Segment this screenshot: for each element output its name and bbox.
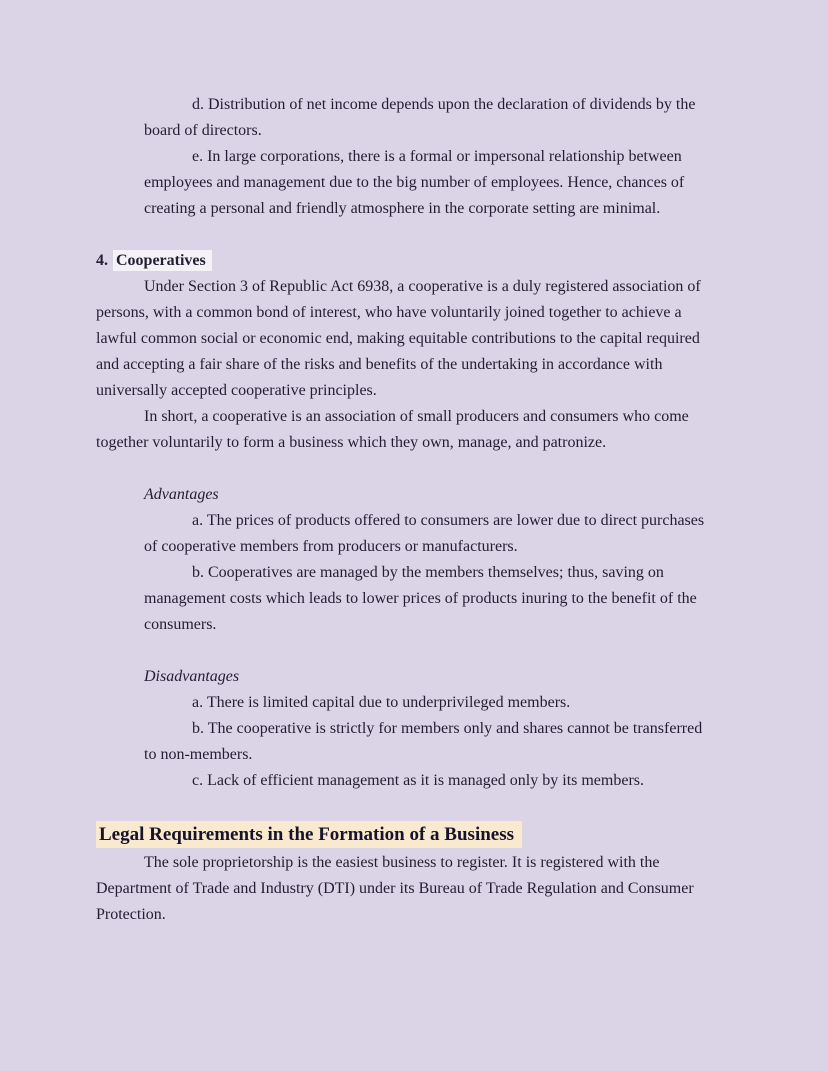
text-line: a. The prices of products offered to consumers are lower due to direct purchases (192, 512, 705, 529)
text-line: creating a personal and friendly atmosphere in the corporate setting are minimal. (144, 200, 661, 217)
text-line: and accepting a fair share of the risks and benefits of the undertaking in accordance with (96, 356, 663, 373)
corporation-disadvantage-item-d (96, 92, 740, 144)
text-line: b. Cooperatives are managed by the members themselves; thus, saving on (192, 564, 664, 581)
cooperatives-section-title: Cooperatives (113, 250, 212, 271)
text-line: to non-members. (144, 746, 253, 763)
advantage-item-a (96, 508, 740, 560)
disadvantage-item-a (96, 690, 740, 716)
text-line: persons, with a common bond of interest, who have voluntarily joined together to achieve a (96, 304, 682, 321)
text-line: lawful common social or economic end, making equitable contributions to the capital required (96, 330, 700, 347)
text-line: d. Distribution of net income depends upon the declaration of dividends by the (192, 96, 696, 113)
legal-requirements-heading-text: Legal Requirements in the Formation of a Business (96, 821, 522, 848)
text-line: In short, a cooperative is an association of small producers and consumers who come (144, 408, 689, 425)
text-line: Under Section 3 of Republic Act 6938, a cooperative is a duly registered association of (144, 278, 701, 295)
text-line: management costs which leads to lower prices of products inuring to the benefit of the (144, 590, 697, 607)
text-line: employees and management due to the big number of employees. Hence, chances of (144, 174, 685, 191)
text-line: e. In large corporations, there is a formal or impersonal relationship between (192, 148, 682, 165)
section-number: 4. (96, 252, 108, 269)
text-line: The sole proprietorship is the easiest business to register. It is registered with the (144, 854, 660, 871)
disadvantage-item-b (96, 716, 740, 768)
cooperatives-section-heading (96, 248, 740, 274)
disadvantages-label: Disadvantages (144, 668, 240, 685)
advantages-label: Advantages (144, 486, 219, 503)
cooperatives-definition-paragraph (96, 274, 740, 404)
text-line: Department of Trade and Industry (DTI) under its Bureau of Trade Regulation and Consumer (96, 880, 694, 897)
advantage-item-b (96, 560, 740, 638)
text-line: b. The cooperative is strictly for members only and shares cannot be transferred (192, 720, 703, 737)
legal-requirements-paragraph (96, 850, 740, 928)
text-line: together voluntarily to form a business which they own, manage, and patronize. (96, 434, 607, 451)
text-line: a. There is limited capital due to underprivileged members. (192, 694, 571, 711)
text-line: board of directors. (144, 122, 262, 139)
corporation-disadvantage-item-e (96, 144, 740, 222)
legal-requirements-heading (96, 820, 740, 850)
disadvantage-item-c (96, 768, 740, 794)
cooperatives-summary-paragraph (96, 404, 740, 456)
text-line: of cooperative members from producers or manufacturers. (144, 538, 518, 555)
text-line: Protection. (96, 906, 166, 923)
text-line: universally accepted cooperative principles. (96, 382, 377, 399)
text-line: c. Lack of efficient management as it is managed only by its members. (192, 772, 645, 789)
text-line: consumers. (144, 616, 217, 633)
